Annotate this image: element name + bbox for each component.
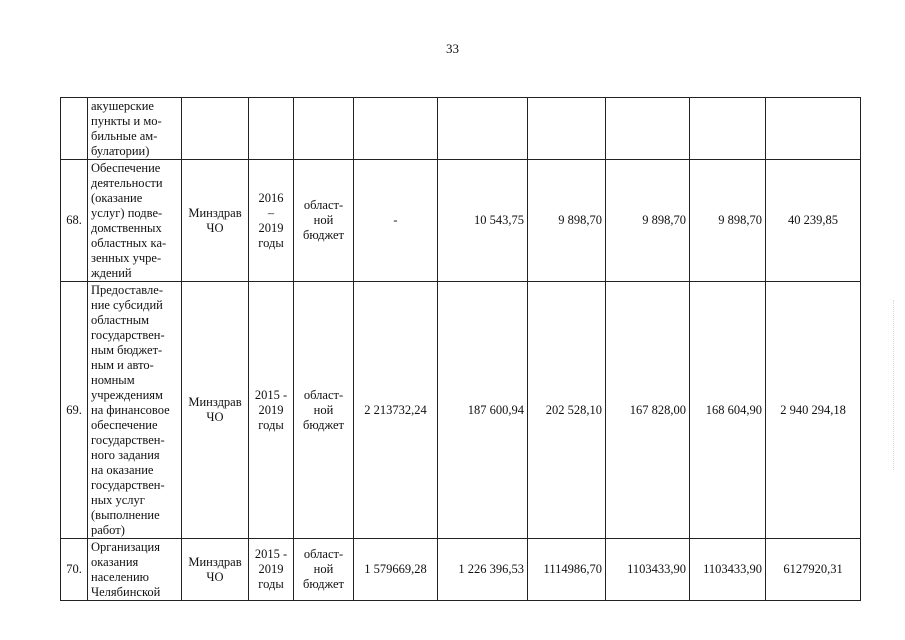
value-cell: 10 543,75	[438, 160, 528, 282]
value-cell: 9 898,70	[690, 160, 766, 282]
period-cell	[249, 98, 294, 160]
executor-cell: Минздрав ЧО	[182, 282, 249, 539]
measure-name: Обеспечение деятельности (оказание услуг) подве- домственных областных ка- зенных учре- ждений	[88, 160, 182, 282]
executor-cell: Минздрав ЧО	[182, 160, 249, 282]
funding-source-cell	[294, 98, 354, 160]
value-cell: 9 898,70	[606, 160, 690, 282]
value-cell: 202 528,10	[528, 282, 606, 539]
period-cell: 2016 – 2019 годы	[249, 160, 294, 282]
budget-table	[60, 97, 861, 601]
row-number: 69.	[61, 282, 88, 539]
value-cell: 187 600,94	[438, 282, 528, 539]
value-cell	[606, 98, 690, 160]
table-row	[61, 539, 861, 601]
value-cell	[354, 98, 438, 160]
period-cell: 2015 - 2019 годы	[249, 539, 294, 601]
table-row	[61, 98, 861, 160]
total-cell	[766, 98, 861, 160]
value-cell: 1 579669,28	[354, 539, 438, 601]
value-cell: 1 226 396,53	[438, 539, 528, 601]
scan-artifact	[893, 300, 900, 470]
value-cell: 9 898,70	[528, 160, 606, 282]
period-cell: 2015 - 2019 годы	[249, 282, 294, 539]
measure-name: акушерские пункты и мо- бильные ам- булатории)	[88, 98, 182, 160]
value-cell: 1114986,70	[528, 539, 606, 601]
value-cell	[438, 98, 528, 160]
executor-cell	[182, 98, 249, 160]
row-number: 70.	[61, 539, 88, 601]
measure-name: Организация оказания населению Челябинской	[88, 539, 182, 601]
value-cell	[528, 98, 606, 160]
total-cell: 6127920,31	[766, 539, 861, 601]
funding-source-cell: област- ной бюджет	[294, 539, 354, 601]
table-row	[61, 160, 861, 282]
total-cell: 2 940 294,18	[766, 282, 861, 539]
funding-source-cell: област- ной бюджет	[294, 282, 354, 539]
value-cell	[690, 98, 766, 160]
executor-cell: Минздрав ЧО	[182, 539, 249, 601]
value-cell: 168 604,90	[690, 282, 766, 539]
page-number: 33	[446, 41, 459, 56]
total-cell: 40 239,85	[766, 160, 861, 282]
measure-name: Предоставле- ние субсидий областным государствен- ным бюджет- ным и авто- номным учреждениям на финансовое обеспечение государствен- ного задания на оказание государствен- ных услуг (выполнение работ)	[88, 282, 182, 539]
value-cell: 167 828,00	[606, 282, 690, 539]
funding-source-cell: област- ной бюджет	[294, 160, 354, 282]
value-cell: 2 213732,24	[354, 282, 438, 539]
value-cell: 1103433,90	[690, 539, 766, 601]
row-number: 68.	[61, 160, 88, 282]
table-row	[61, 282, 861, 539]
value-cell: 1103433,90	[606, 539, 690, 601]
value-cell: -	[354, 160, 438, 282]
row-number	[61, 98, 88, 160]
